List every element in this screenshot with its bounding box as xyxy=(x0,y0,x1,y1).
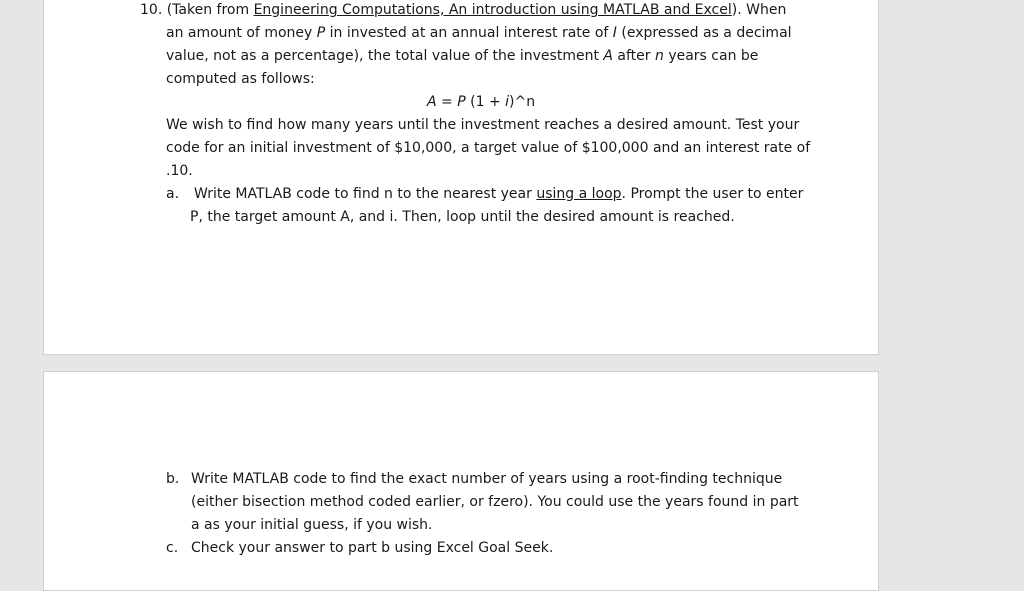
variable-n: n xyxy=(655,48,664,64)
part-c-label: c. xyxy=(166,540,179,556)
part-b-line-3: a as your initial guess, if you wish. xyxy=(191,517,433,533)
question-line-3: value, not as a percentage), the total value of the investment A after n years can be xyxy=(166,48,759,64)
part-a-line-1: Write MATLAB code to find n to the nearest year using a loop. Prompt the user to enter xyxy=(194,186,804,202)
question-line-2: an amount of money P in invested at an annual interest rate of I (expressed as a decimal xyxy=(166,25,792,41)
part-b-line-2: (either bisection method coded earlier, or fzero). You could use the years found in part xyxy=(191,494,799,510)
part-c-line-1: Check your answer to part b using Excel Goal Seek. xyxy=(191,540,554,556)
loop-emphasis: using a loop xyxy=(536,186,622,202)
question-line-4: computed as follows: xyxy=(166,71,315,87)
question-line-5: We wish to find how many years until the investment reaches a desired amount. Test your xyxy=(166,117,800,133)
variable-A: A xyxy=(603,48,613,64)
question-line-7: .10. xyxy=(166,163,193,179)
part-a-line-2: P, the target amount A, and i. Then, loop until the desired amount is reached. xyxy=(190,209,735,225)
part-a-label: a. xyxy=(166,186,180,202)
source-title: Engineering Computations, An introduction using MATLAB and Excel xyxy=(253,2,732,18)
question-intro: (Taken from xyxy=(166,2,254,18)
question-number: 10. xyxy=(140,2,163,18)
part-b-label: b. xyxy=(166,471,180,487)
question-line-6: code for an initial investment of $10,000, a target value of $100,000 and an interest rate of xyxy=(166,140,811,156)
question-line-1: 10. (Taken from Engineering Computations, An introduction using MATLAB and Excel). When xyxy=(140,2,787,18)
variable-I: I xyxy=(612,25,617,41)
formula: A = P (1 + i)^n xyxy=(427,94,536,110)
variable-P: P xyxy=(316,25,326,41)
part-b-line-1: Write MATLAB code to find the exact number of years using a root-finding technique xyxy=(191,471,783,487)
